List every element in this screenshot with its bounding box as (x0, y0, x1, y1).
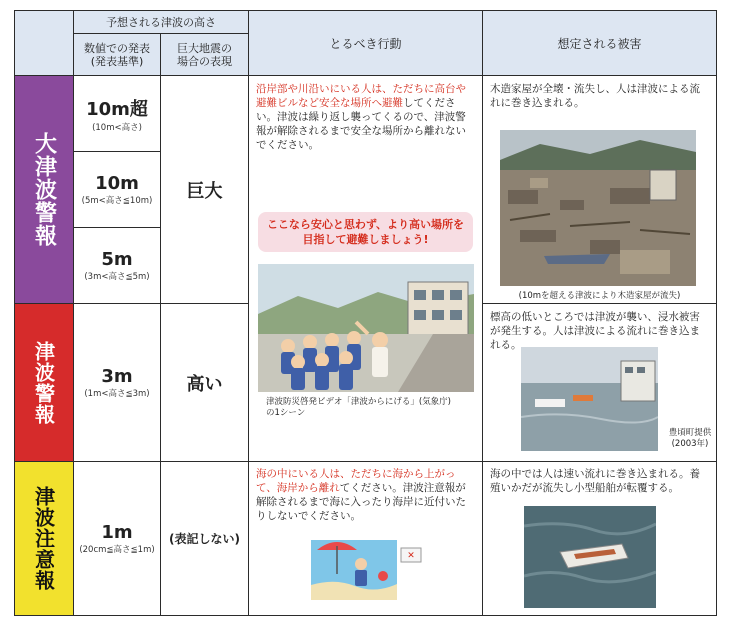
height-value: 5m (101, 249, 133, 270)
height-criterion: (1m<高さ≦3m) (84, 389, 150, 399)
height-value: 10m超 (86, 98, 148, 120)
advisory-label: 津波注意報 (31, 486, 56, 591)
height-criterion: (10m<高さ) (92, 122, 142, 133)
damage-major-caption-text: (10mを超える津波により木造家屋が流失) (518, 290, 681, 301)
height-value: 1m (101, 522, 133, 543)
evacuation-callout-text: ここなら安心と思わず、より高い場所を目指して避難しましょう! (266, 218, 465, 246)
flooded-harbor-image (521, 347, 658, 451)
numeric-header-line2: (発表基準) (90, 54, 144, 68)
damage-header-label: 想定される被害 (557, 36, 642, 51)
height-group-label: 予想される津波の高さ (106, 15, 216, 29)
major-warning-label: 大津波警報 (31, 132, 57, 247)
evacuation-video-illustration (258, 264, 474, 392)
video-caption (266, 397, 476, 419)
damage-warning-text (490, 310, 710, 352)
capsized-boat-photo (524, 506, 656, 608)
qualitative-warning-text: 高い (186, 373, 223, 395)
qualitative-advisory-text: (表記しない) (169, 532, 240, 546)
damage-major-text (490, 82, 710, 110)
photo-credit-year: (2003年) (671, 439, 709, 449)
height-criterion: (5m<高さ≦10m) (81, 196, 153, 206)
video-caption-line1: 津波防災啓発ビデオ「津波からにげる」(気象庁) (266, 397, 451, 407)
numeric-header (73, 33, 161, 76)
advisory-category (14, 461, 74, 616)
damage-advisory-text (490, 467, 710, 495)
qualitative-warning (160, 303, 249, 462)
warning-category (14, 303, 74, 462)
action-header-label: とるべき行動 (329, 36, 402, 51)
height-row-1m (73, 461, 161, 616)
qualitative-major (160, 75, 249, 304)
photo-credit-source: 豊頃町提供 (668, 428, 712, 438)
damage-advisory-body: 海の中では人は速い流れに巻き込まれる。養殖いかだが流失し小型船舶が転覆する。 (490, 468, 700, 494)
qualitative-header-line2: 場合の表現 (177, 54, 232, 68)
damage-header (482, 10, 717, 76)
height-row-10m-over (73, 75, 161, 152)
height-group-header (73, 10, 249, 34)
flooded-harbor-photo (521, 347, 658, 451)
capsized-boat-image (524, 506, 656, 608)
qualitative-advisory (160, 461, 249, 616)
action-advisory-text (256, 467, 476, 523)
action-major-text (256, 82, 476, 152)
damage-major-body: 木造家屋が全壊・流失し、人は津波による流れに巻き込まれる。 (490, 83, 700, 109)
height-row-3m (73, 303, 161, 462)
evacuation-callout (258, 212, 473, 252)
action-header (248, 10, 483, 76)
video-caption-line2: の1シーン (266, 408, 306, 418)
qualitative-header (160, 33, 249, 76)
action-major-emphasis: 沿岸部や川沿いにいる人は、ただちに高台や避難ビルなど安全な場所へ避難 (256, 83, 466, 109)
height-criterion: (20cm≦高さ≦1m) (79, 545, 155, 555)
height-value: 10m (95, 173, 139, 194)
damage-major-caption (482, 290, 717, 302)
action-advisory-body: てください。津波注意報が解除されるまで海に入ったり海岸に近付いたりしないでください。 (256, 482, 466, 522)
height-criterion: (3m<高さ≦5m) (84, 272, 150, 282)
damage-warning-body: 標高の低いところでは津波が襲い、浸水被害が発生する。人は津波による流れに巻き込まれる。 (490, 311, 700, 351)
height-row-5m (73, 227, 161, 304)
action-major-body: してください。津波は繰り返し襲ってくるので、津波警報が解除されるまで安全な場所から離れないでください。 (256, 97, 466, 151)
destroyed-town-image (500, 130, 696, 286)
beach-scene (305, 530, 425, 610)
corner-cell (14, 10, 74, 76)
qualitative-major-text: 巨大 (186, 180, 223, 202)
height-value: 3m (101, 366, 133, 387)
evacuation-scene (258, 264, 474, 392)
warning-label: 津波警報 (31, 340, 56, 425)
harbor-photo-credit (664, 428, 716, 450)
svg-text:✕: ✕ (407, 551, 415, 561)
action-advisory-emphasis: 海の中にいる人は、ただちに海から上がって、海岸から離れ (256, 468, 456, 494)
destroyed-town-photo (500, 130, 696, 286)
numeric-header-line1: 数値での発表 (84, 41, 150, 55)
height-row-10m (73, 151, 161, 228)
beach-illustration (305, 530, 425, 610)
qualitative-header-line1: 巨大地震の (177, 41, 232, 55)
major-warning-category (14, 75, 74, 304)
